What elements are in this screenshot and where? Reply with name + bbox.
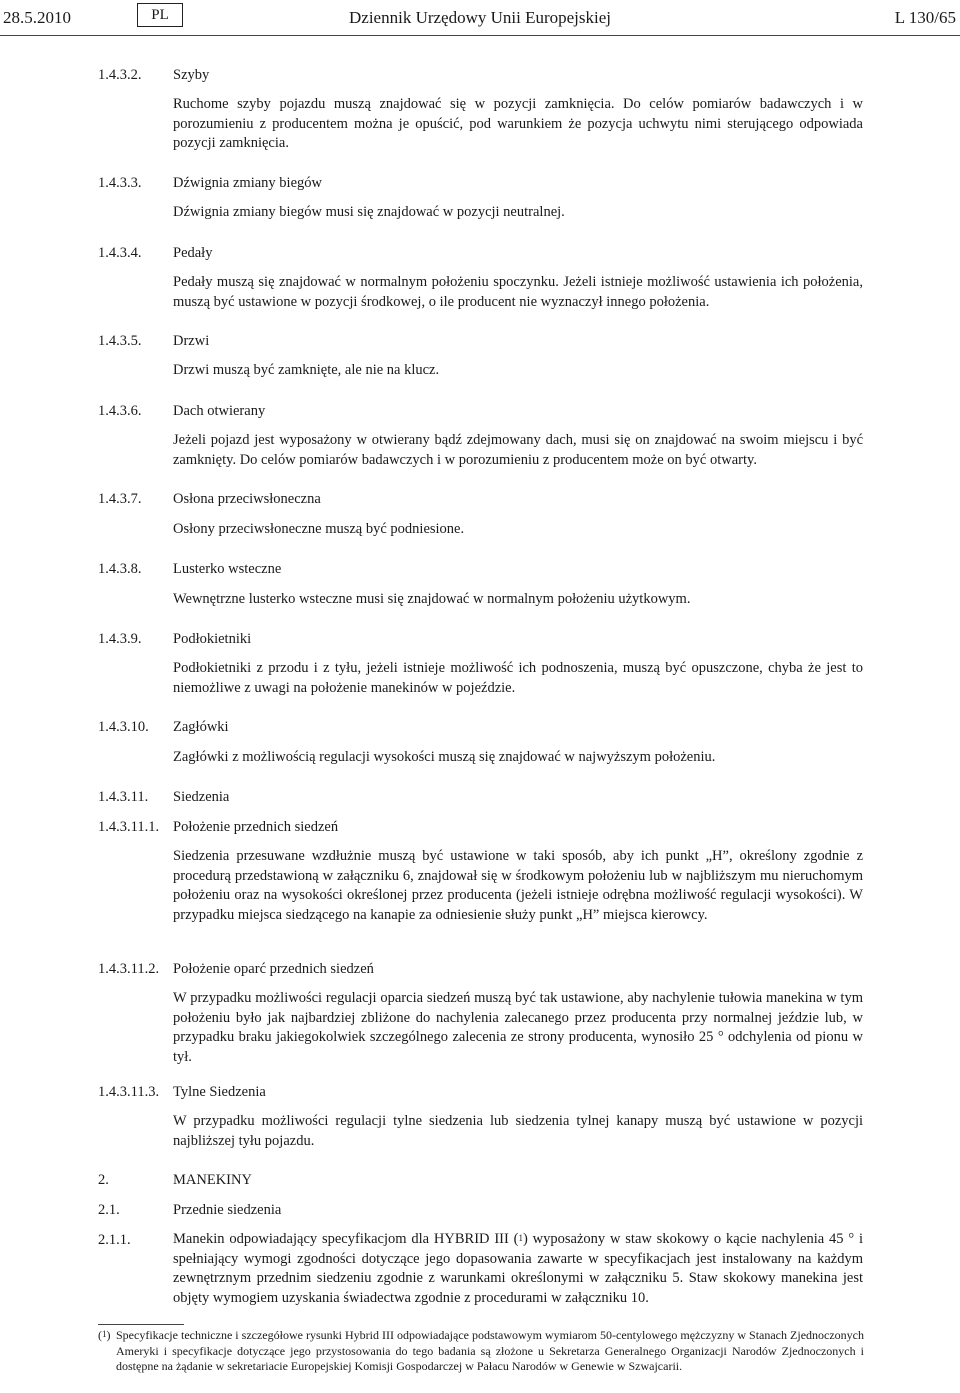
section-number: 2.1.1. [98,1232,131,1248]
section-number: 1.4.3.11.2. [98,961,160,977]
section-title: Dach otwierany [173,403,266,419]
footnote-divider [98,1324,184,1325]
footnote-ref[interactable]: 1 [518,1233,523,1243]
section-number: 1.4.3.5. [98,333,142,349]
section-text: Zagłówki z możliwością regulacji wysokości muszą się znajdować w najwyższym położeniu. [173,749,716,765]
section-text-part: ) wyposażony w staw skokowy o kącie nachylenia 45 ° i spełniający wymogi zgodności dotyczące jego dopasowania zawarte w specyfikacjach jest instalowany na każdym zewnętrznym przednim siedzeniu zgodnie z warunkami określonymi w załączniku 5. Staw skokowy manekina jest objęty wymogiem uzyskania świadectwa zgodnie z procedurami w załączniku 10. [173,1231,863,1306]
section-number: 1.4.3.6. [98,403,142,419]
journal-title: Dziennik Urzędowy Unii Europejskiej [349,8,612,27]
section-number: 1.4.3.4. [98,245,142,261]
section-text [173,1230,863,1308]
footnote-number: 1 [102,1329,107,1339]
section-text: Osłony przeciwsłoneczne muszą być podniesione. [173,521,465,537]
section-number: 2.1. [98,1202,120,1218]
section-number: 1.4.3.11.3. [98,1084,160,1100]
section-title: MANEKINY [173,1172,252,1188]
section-text: Ruchome szyby pojazdu muszą znajdować się w pozycji zamknięcia. Do celów pomiarów badawczych i w porozumieniu z producentem można je opuścić, pod warunkiem że pozycja uchwytu nimi sterującego odpowiada pozycji zamknięcia. [173,96,863,151]
section-number: 1.4.3.7. [98,491,142,507]
section-title: Położenie przednich siedzeń [173,819,339,835]
footnote-text: Specyfikacje techniczne i szczegółowe rysunki Hybrid III odpowiadające podstawowym wymiarom 50-centylowego mężczyzny w Stanach Zjednoczonych Ameryki i specyfikacje dotyczące jego przystosowania do tego badania są złożone u Sekretarza Generalnego Organizacji Narodów Zjednoczonych i dostępne na żądanie w sekretariacie Europejskiej Komisji Gospodarczej w Pałacu Narodów w Genewie w Szwajcarii. [116,1328,864,1373]
section-title: Położenie oparć przednich siedzeń [173,961,374,977]
page-header [0,0,960,40]
section-title: Dźwignia zmiany biegów [173,175,322,191]
section-number: 1.4.3.11.1. [98,819,160,835]
section-text: W przypadku możliwości regulacji oparcia siedzeń muszą być tak ustawione, aby nachylenie tułowia manekina w tym położeniu było jak najbardziej zbliżone do nachylenia zalecanego przez producenta przy normalnej jeździe lub, w przypadku braku jakiegokolwiek szczególnego zalecenia ze strony producenta, wynosiło 25 ° odchylenia od pionu w tył. [173,990,863,1065]
section-title: Zagłówki [173,719,229,735]
section-title: Osłona przeciwsłoneczna [173,491,321,507]
section-title: Pedały [173,245,213,261]
section-text: Pedały muszą się znajdować w normalnym położeniu spoczynku. Jeżeli istnieje możliwość ustawienia ich położenia, muszą być ustawione w pozycji środkowej, o ile producent nie wyznaczył innego położenia. [173,274,863,310]
section-text: Dźwignia zmiany biegów musi się znajdować w pozycji neutralnej. [173,204,565,220]
section-text: W przypadku możliwości regulacji tylne siedzenia lub siedzenia tylnej kanapy muszą być ustawione w pozycji najbliższej tyłu pojazdu. [173,1113,863,1149]
section-text: Podłokietniki z przodu i z tyłu, jeżeli istnieje możliwość ich podnoszenia, muszą być opuszczone, chyba że jest to niemożliwe z uwagi na położenie manekinów w pojeździe. [173,660,863,696]
section-title: Przednie siedzenia [173,1202,282,1218]
footnote-mark: ($^1$) [98,1328,111,1342]
section-number: 1.4.3.9. [98,631,142,647]
section-title: Tylne Siedzenia [173,1084,266,1100]
section-number: 1.4.3.2. [98,67,142,83]
section-title: Lusterko wsteczne [173,561,282,577]
section-title: Drzwi [173,333,210,349]
section-title: Siedzenia [173,789,230,805]
header-divider [0,35,960,36]
section-title: Podłokietniki [173,631,252,647]
page-number: L 130/65 [894,8,956,27]
section-number: 2. [98,1172,109,1188]
section-text-part: Manekin odpowiadający specyfikacjom dla HYBRID III ( [173,1231,519,1247]
section-number: 1.4.3.10. [98,719,149,735]
section-text: Jeżeli pojazd jest wyposażony w otwierany bądź zdejmowany dach, musi się on znajdować na swoim miejscu i być zamknięty. Do celów pomiarów badawczych i w porozumieniu z producentem może on być otwarty. [173,432,863,468]
section-text: Drzwi muszą być zamknięte, ale nie na klucz. [173,362,440,378]
section-title: Szyby [173,67,210,83]
section-number: 1.4.3.3. [98,175,142,191]
section-text: Wewnętrzne lusterko wsteczne musi się znajdować w normalnym położeniu użytkowym. [173,591,691,607]
section-number: 1.4.3.11. [98,789,149,805]
section-number: 1.4.3.8. [98,561,142,577]
language-badge: PL [137,3,183,27]
header-date: 28.5.2010 [3,8,71,27]
section-text: Siedzenia przesuwane wzdłużnie muszą być ustawione w taki sposób, aby ich punkt „H”, określony zgodnie z procedurą przedstawioną w załączniku 6, znajdował się w środkowym położeniu lub w najbliższym mu nieruchomym położeniu oraz na wysokości określonej przez producenta (jeżeli istnieje odrębna możliwość regulacji wysokości). W przypadku miejsca siedzącego na kanapie za odniesienie służy punkt „H” miejsca kierowcy. [173,848,863,923]
footnote [98,1328,864,1375]
